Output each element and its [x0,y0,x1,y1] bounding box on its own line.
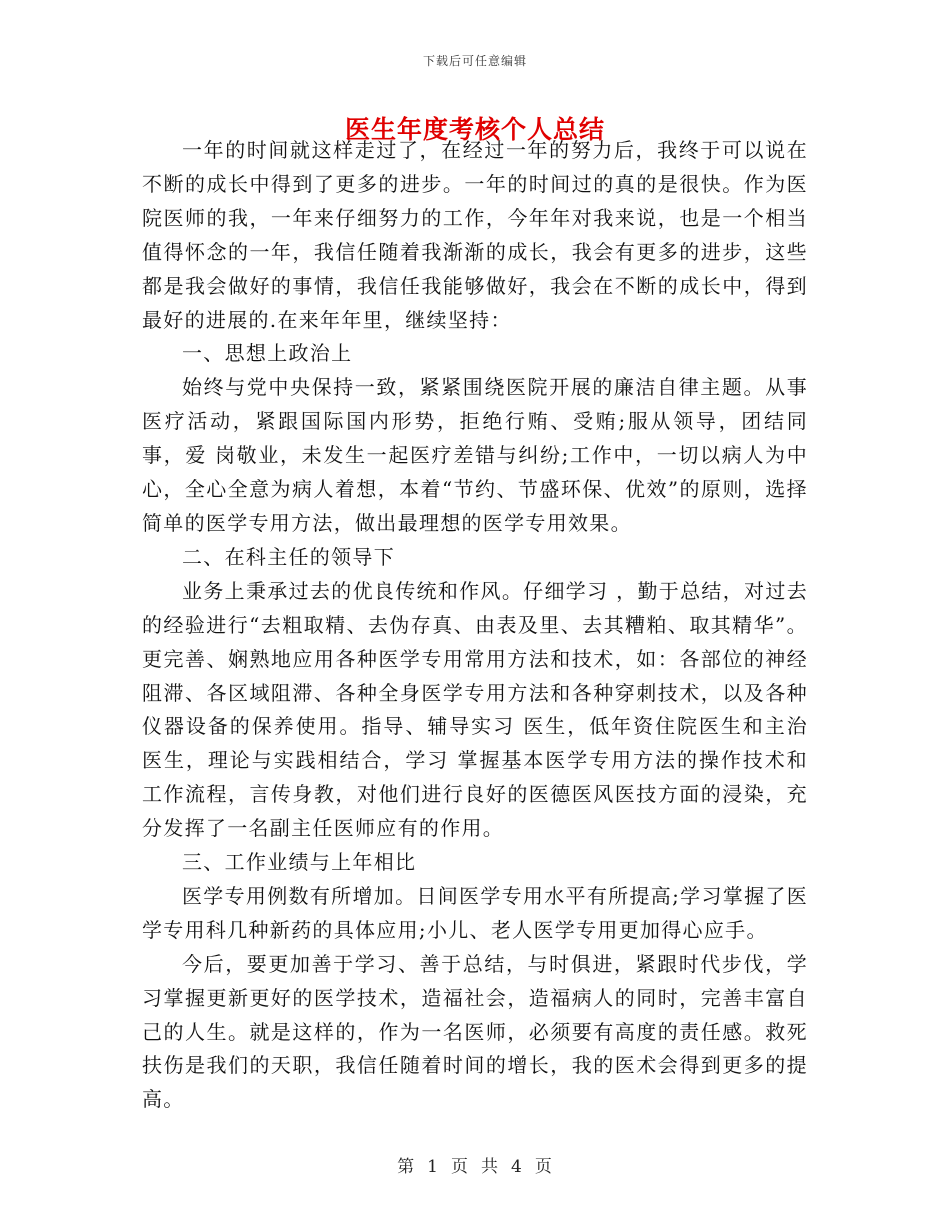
footer-prefix: 第 [397,1157,416,1177]
document-body [142,134,808,1117]
paragraph-section-2: 业务上秉承过去的优良传统和作风。仔细学习 ，勤于总结，对过去的经验进行“去粗取精、去伪存真、由表及里、去其糟粕、取其精华”。更完善、娴熟地应用各种医学专用常用方法和技术，如：各部位的神经阻滞、各区域阻滞、各种全身医学专用方法和各种穿刺技术，以及各种仪器设备的保养使用。指导、辅导实习 医生，低年资住院医生和主治医生，理论与实践相结合，学习 掌握基本医学专用方法的操作技术和工作流程，言传身教，对他们进行良好的医德医风医技方面的浸染，充分发挥了一名副主任医师应有的作用。 [142,578,808,841]
section-heading-2: 二、在科主任的领导下 [182,544,395,569]
document-title: 医生年度考核个人总结 [344,115,605,144]
footer-page-word: 页 [451,1157,469,1177]
paragraph-section-3: 医学专用例数有所增加。日间医学专用水平有所提高;学习掌握了医学专用科几种新药的具体应用;小儿、老人医学专用更加得心应手。 [142,883,808,942]
section-heading-1: 一、思想上政治上 [182,341,353,366]
footer-current-page: 1 [427,1157,439,1177]
page-footer [0,1152,950,1177]
paragraph-section-1: 始终与党中央保持一致，紧紧围绕医院开展的廉洁自律主题。从事医疗活动，紧跟国际国内形势，拒绝行贿、受贿;服从领导，团结同事，爱 岗敬业，未发生一起医疗差错与纠纷;工作中，一切以病人为中心，全心全意为病人着想，本着“节约、节盛环保、优效”的原则，选择简单的医学专用方法，做出最理想的医学专用效果。 [142,375,808,535]
footer-total-prefix: 共 [481,1157,499,1177]
footer-total-pages: 4 [511,1157,523,1177]
paragraph-intro: 一年的时间就这样走过了，在经过一年的努力后，我终于可以说在不断的成长中得到了更多的进步。一年的时间过的真的是很快。作为医院医师的我，一年来仔细努力的工作，今年年对我来说，也是一个相当值得怀念的一年，我信任随着我渐渐的成长，我会有更多的进步，这些都是我会做好的事情，我信任我能够做好，我会在不断的成长中，得到最好的进展的.在来年年里，继续坚持： [142,138,808,332]
paragraph-conclusion: 今后，要更加善于学习、善于总结，与时俱进，紧跟时代步伐，学习掌握更新更好的医学技术，造福社会，造福病人的同时，完善丰富自己的人生。就是这样的，作为一名医师，必须要有高度的责任感。救死扶伤是我们的天职，我信任随着时间的增长，我的医术会得到更多的提高。 [142,951,808,1112]
header-note: 下载后可任意编辑 [422,54,527,68]
section-heading-3: 三、工作业绩与上年相比 [182,850,417,875]
footer-suffix: 页 [534,1157,553,1177]
